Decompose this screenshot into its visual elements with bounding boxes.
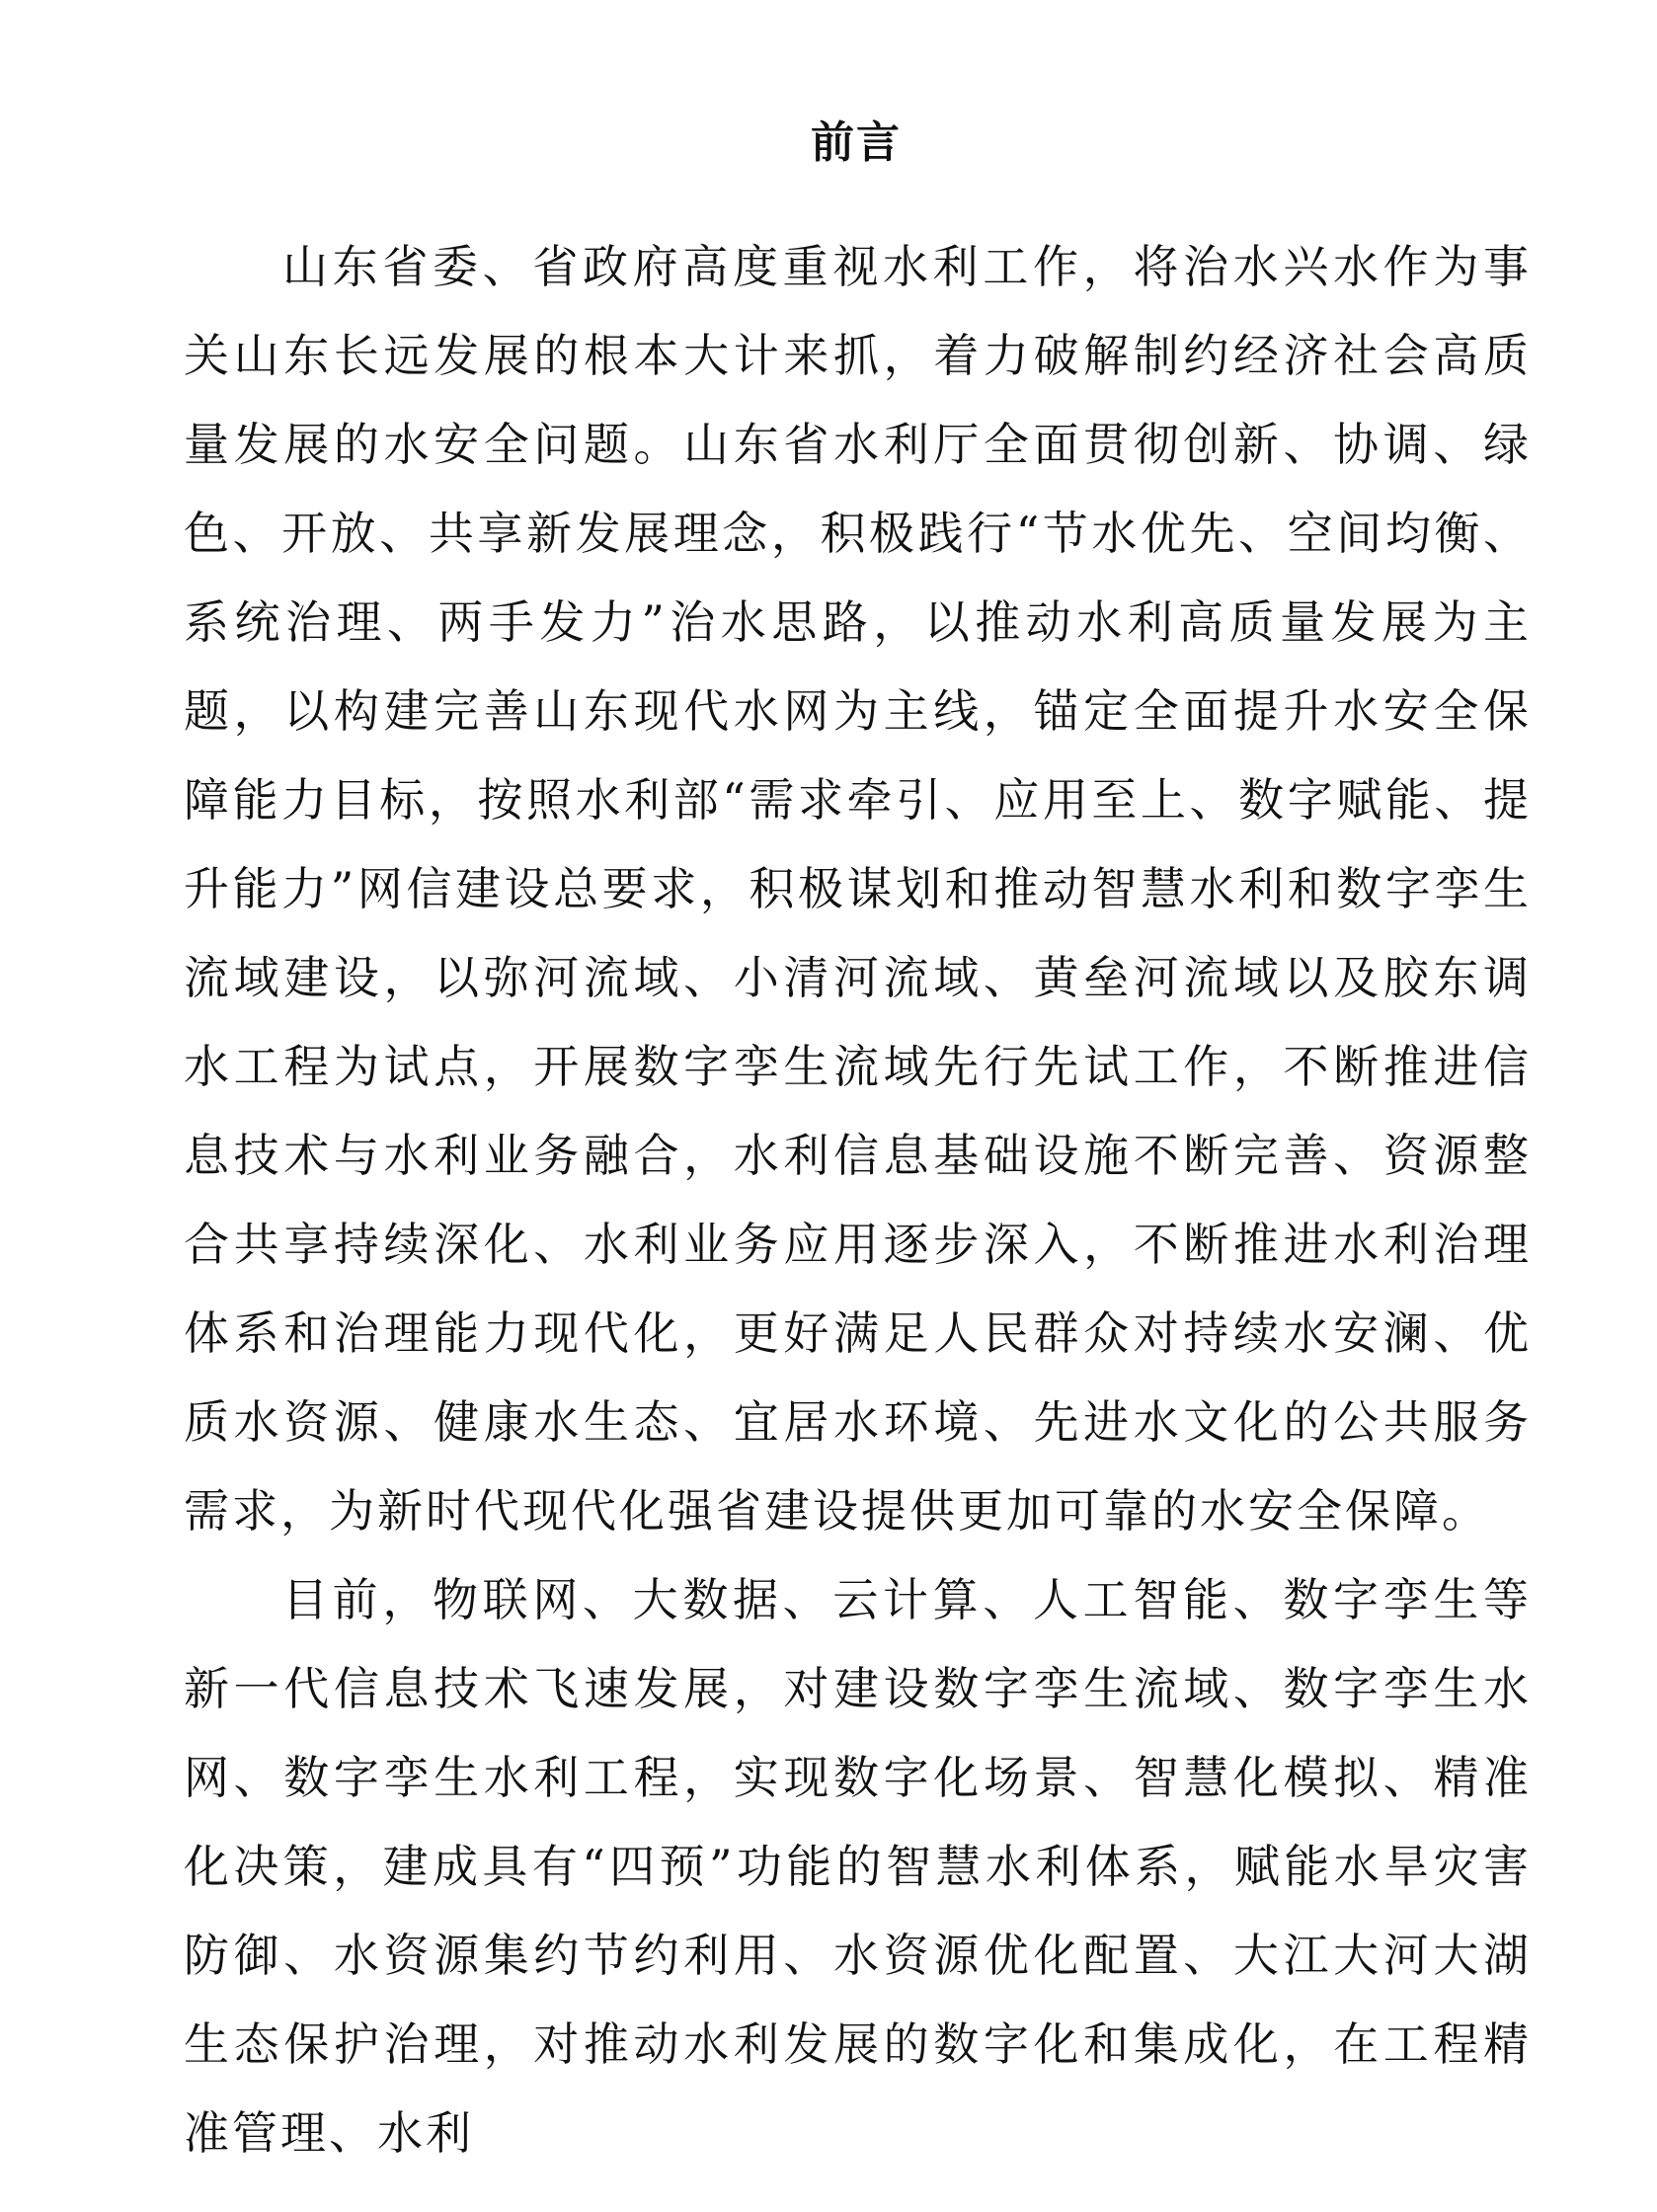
document-body	[184, 222, 1532, 2177]
paragraph-2: 目前，物联网、大数据、云计算、人工智能、数字孪生等新一代信息技术飞速发展，对建设数字孪生流域、数字孪生水网、数字孪生水利工程，实现数字化场景、智慧化模拟、精准化决策，建成具有“四预”功能的智慧水利体系，赋能水旱灾害防御、水资源集约节约利用、水资源优化配置、大江大河大湖生态保护治理，对推动水利发展的数字化和集成化，在工程精准管理、水利	[184, 1573, 1532, 2160]
paragraph-1: 山东省委、省政府高度重视水利工作，将治水兴水作为事关山东长远发展的根本大计来抓，着力破解制约经济社会高质量发展的水安全问题。山东省水利厅全面贯彻创新、协调、绿色、开放、共享新发展理念，积极践行“节水优先、空间均衡、系统治理、两手发力”治水思路，以推动水利高质量发展为主题，以构建完善山东现代水网为主线，锚定全面提升水安全保障能力目标，按照水利部“需求牵引、应用至上、数字赋能、提升能力”网信建设总要求，积极谋划和推动智慧水利和数字孪生流域建设，以弥河流域、小清河流域、黄垒河流域以及胶东调水工程为试点，开展数字孪生流域先行先试工作，不断推进信息技术与水利业务融合，水利信息基础设施不断完善、资源整合共享持续深化、水利业务应用逐步深入，不断推进水利治理体系和治理能力现代化，更好满足人民群众对持续水安澜、优质水资源、健康水生态、宜居水环境、先进水文化的公共服务需求，为新时代现代化强省建设提供更加可靠的水安全保障。	[184, 240, 1532, 1538]
document-title: 前言	[811, 118, 902, 168]
